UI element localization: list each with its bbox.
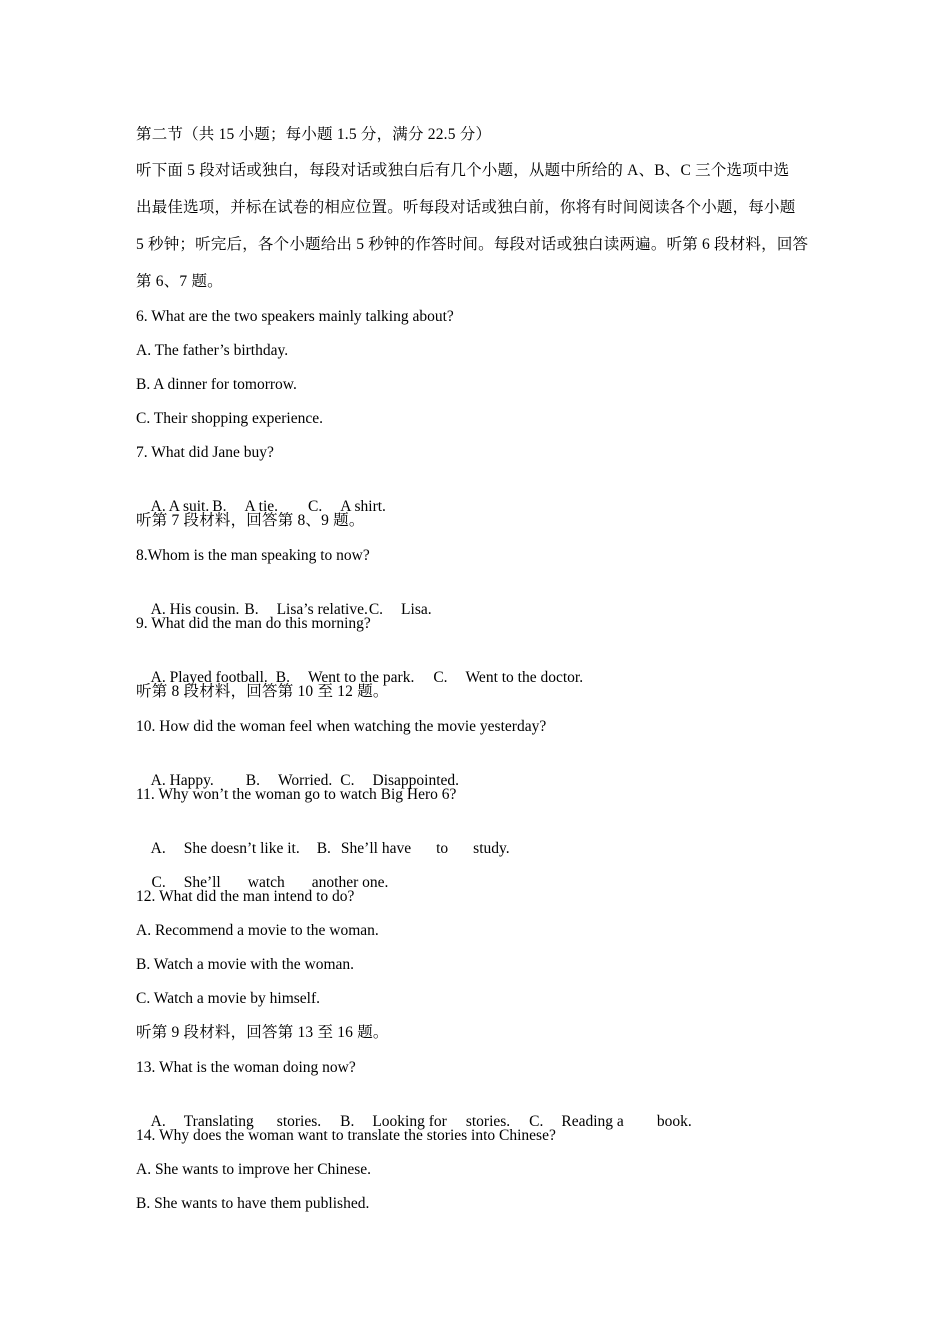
question-8-option-c: Lisa.	[401, 601, 432, 618]
question-11-option-c-letter: C.	[151, 874, 166, 891]
question-11-option-c-part-1: She’ll	[183, 874, 221, 891]
question-11-option-a: She doesn’t like it.	[183, 840, 300, 857]
part-8-heading: 听第 8 段材料，回答第 10 至 12 题。	[136, 683, 389, 700]
question-10-stem: 10. How did the woman feel when watching the movie yesterday?	[136, 718, 547, 735]
question-13-option-b-letter: B.	[340, 1113, 355, 1130]
question-12-option-a: A. Recommend a movie to the woman.	[136, 922, 379, 939]
question-13-option-b-part-2: stories.	[465, 1113, 511, 1130]
question-11-option-c-part-2: watch	[247, 874, 285, 891]
question-13-option-b-part-1: Looking for	[372, 1113, 447, 1130]
question-14-stem: 14. Why does the woman want to translate the stories into Chinese?	[136, 1127, 556, 1144]
question-6-option-c: C. Their shopping experience.	[136, 410, 323, 427]
question-13-option-c-letter: C.	[529, 1113, 544, 1130]
question-13-stem: 13. What is the woman doing now?	[136, 1059, 356, 1076]
question-8-option-c-letter: C.	[368, 601, 384, 618]
question-7-option-c-letter: C.	[308, 498, 323, 515]
question-10-option-c-letter: C.	[340, 772, 355, 789]
question-8-option-a: A. His cousin.	[150, 601, 240, 618]
question-10-option-c: Disappointed.	[372, 772, 460, 789]
instructions-line-3: 5 秒钟；听完后，各个小题给出 5 秒钟的作答时间。每段对话或独白读两遍。听第 6 段材料，回答	[136, 236, 809, 253]
question-10-option-b: Worried.	[278, 772, 333, 789]
instructions-line-1: 听下面 5 段对话或独白，每段对话或独白后有几个小题，从题中所给的 A、B、C 三个选项中选	[136, 162, 790, 179]
question-11-stem: 11. Why won’t the woman go to watch Big Hero 6?	[136, 786, 457, 803]
question-14-option-b: B. She wants to have them published.	[136, 1195, 370, 1212]
question-11-option-b-part-3: study.	[473, 840, 510, 857]
question-13-option-c-part-1: Reading a	[561, 1113, 624, 1130]
question-12-stem: 12. What did the man intend to do?	[136, 888, 355, 905]
instructions-line-4: 第 6、7 题。	[136, 273, 223, 290]
question-10-option-b-letter: B.	[245, 772, 261, 789]
part-7-heading: 听第 7 段材料，回答第 8、9 题。	[136, 512, 365, 529]
question-6-stem: 6. What are the two speakers mainly talking about?	[136, 308, 454, 325]
question-11-option-a-letter: A.	[150, 840, 166, 857]
question-7-option-a: A. A suit.	[150, 498, 210, 515]
question-13-option-c-part-2: book.	[656, 1113, 692, 1130]
question-6-option-a: A. The father’s birthday.	[136, 342, 289, 359]
question-11-option-c-part-3: another one.	[311, 874, 389, 891]
question-6-option-b: B. A dinner for tomorrow.	[136, 376, 297, 393]
question-12-option-c: C. Watch a movie by himself.	[136, 990, 321, 1007]
question-7-option-b: A tie.	[244, 498, 279, 515]
question-11-option-b-part-2: to	[436, 840, 449, 857]
question-12-option-b: B. Watch a movie with the woman.	[136, 956, 355, 973]
question-13-option-a-part-2: stories.	[276, 1113, 322, 1130]
question-9-option-b-letter: B.	[275, 669, 290, 686]
question-11-option-b-letter: B.	[316, 840, 331, 857]
instructions-line-2: 出最佳选项，并标在试卷的相应位置。听每段对话或独白前，你将有时间阅读各个小题，每小题	[136, 199, 796, 216]
question-9-option-a: A. Played football.	[150, 669, 268, 686]
question-7-option-b-letter: B.	[212, 498, 227, 515]
part-9-heading: 听第 9 段材料，回答第 13 至 16 题。	[136, 1024, 389, 1041]
question-10-option-a: A. Happy.	[150, 772, 214, 789]
section-heading: 第二节（共 15 小题；每小题 1.5 分，满分 22.5 分）	[136, 126, 492, 143]
question-14-option-a: A. She wants to improve her Chinese.	[136, 1161, 372, 1178]
question-9-option-c: Went to the doctor.	[465, 669, 584, 686]
question-9-stem: 9. What did the man do this morning?	[136, 615, 371, 632]
question-9-option-c-letter: C.	[433, 669, 448, 686]
question-13-option-a-part-1: Translating	[183, 1113, 254, 1130]
question-7-option-c: A shirt.	[340, 498, 386, 515]
question-11-option-b-part-1: She’ll have	[340, 840, 412, 857]
question-8-option-b-letter: B.	[244, 601, 259, 618]
question-8-option-b: Lisa’s relative.	[276, 601, 368, 618]
question-8-stem: 8.Whom is the man speaking to now?	[136, 547, 370, 564]
question-13-option-a-letter: A.	[150, 1113, 166, 1130]
question-9-option-b: Went to the park.	[307, 669, 415, 686]
question-7-stem: 7. What did Jane buy?	[136, 444, 274, 461]
